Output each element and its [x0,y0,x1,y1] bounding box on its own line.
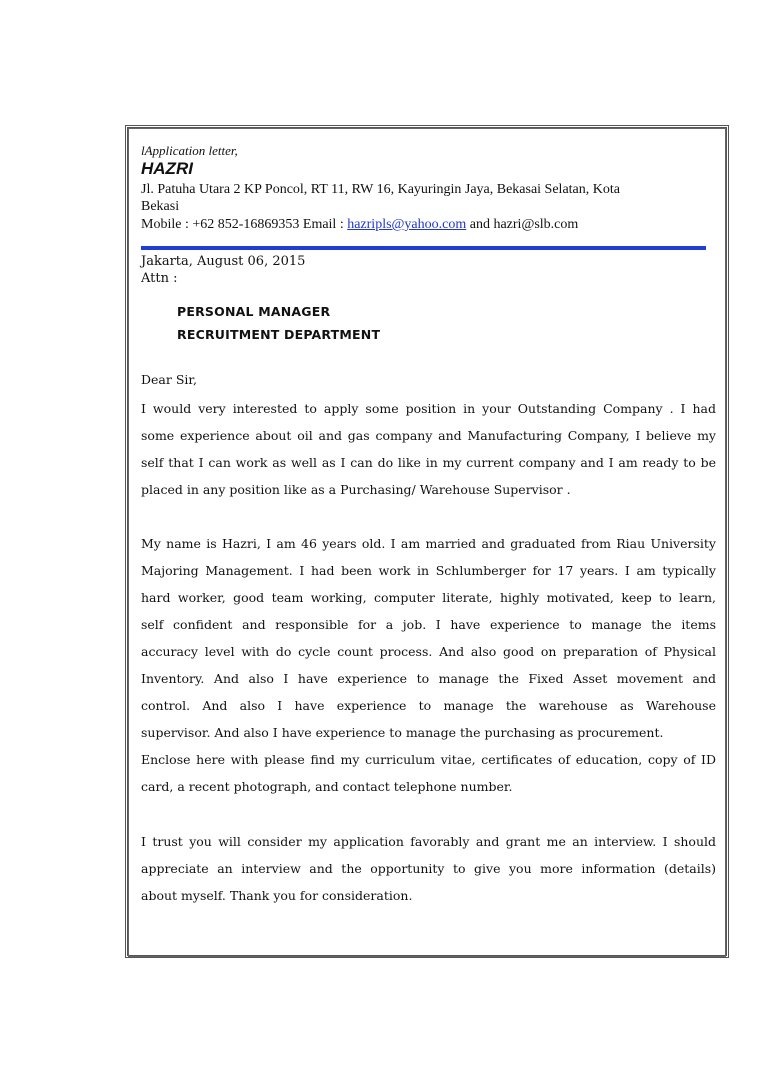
sender-address [141,181,716,215]
recipient-line: RECRUITMENT DEPARTMENT [177,327,381,342]
email-link[interactable]: hazripls@yahoo.com [347,217,467,232]
contact-suffix: and hazri@slb.com [469,217,579,232]
paragraph-line: accuracy level with do cycle count process. And also good on preparation of Physical [141,644,716,659]
paragraph-line: Inventory. And also I have experience to manage the Fixed Asset movement and [141,671,716,686]
contact-prefix: Mobile : +62 852-16869353 Email : [141,217,344,232]
header-divider [141,246,706,250]
attn-label: Attn : [141,271,178,286]
address-line: Jl. Patuha Utara 2 KP Poncol, RT 11, RW 16, Kayuringin Jaya, Bekasai Selatan, Kota [141,182,620,197]
paragraph-line: appreciate an interview and the opportunity to give you more information (details) [141,861,716,876]
sender-name: HAZRI [141,159,193,178]
recipient-line: PERSONAL MANAGER [177,304,331,319]
paragraph-line: control. And also I have experience to manage the warehouse as Warehouse [141,698,716,713]
paragraph-intro [141,395,716,503]
paragraph-line: I would very interested to apply some position in your Outstanding Company . I had [141,401,716,416]
paragraph-line: placed in any position like as a Purchasing/ Warehouse Supervisor . [141,482,571,497]
letter-subtitle: lApplication letter, [141,143,238,158]
paragraph-line: Enclose here with please find my curriculum vitae, certificates of education, copy of ID [141,752,716,767]
paragraph-line: I trust you will consider my application favorably and grant me an interview. I should [141,834,716,849]
paragraph-line: some experience about oil and gas company and Manufacturing Company, I believe my [141,428,716,443]
paragraph-line: about myself. Thank you for consideration. [141,888,413,903]
paragraph-line: My name is Hazri, I am 46 years old. I am married and graduated from Riau University [141,536,716,551]
sender-contact [141,217,716,233]
address-line: Bekasi [141,199,180,214]
paragraph-closing [141,828,716,909]
paragraph-line: self that I can work as well as I can do like in my current company and I am ready to be [141,455,716,470]
paragraph-profile [141,530,716,800]
paragraph-line: hard worker, good team working, computer literate, highly motivated, keep to learn, [141,590,716,605]
paragraph-line: self confident and responsible for a job. I have experience to manage the items [141,617,716,632]
salutation: Dear Sir, [141,372,197,387]
paragraph-line: Majoring Management. I had been work in Schlumberger for 17 years. I am typically [141,563,716,578]
paragraph-line: supervisor. And also I have experience to manage the purchasing as procurement. [141,725,664,740]
paragraph-line: card, a recent photograph, and contact telephone number. [141,779,513,794]
letter-date: Jakarta, August 06, 2015 [141,254,306,269]
